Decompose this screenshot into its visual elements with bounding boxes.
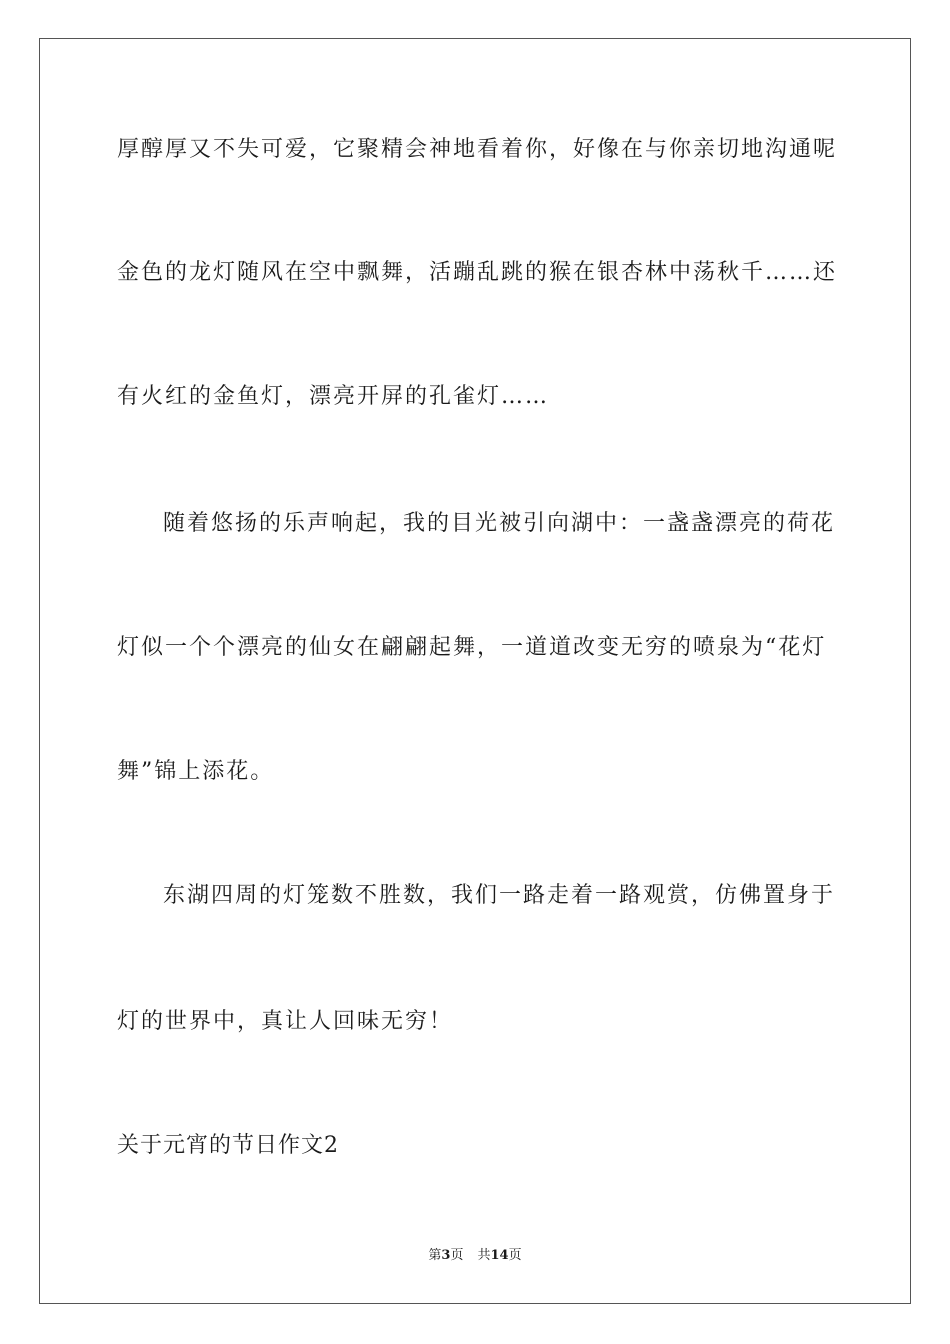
body-text-line: 金色的龙灯随风在空中飘舞，活蹦乱跳的猴在银杏林中荡秋千……还 xyxy=(117,260,837,285)
total-suffix: 页 xyxy=(508,1248,522,1263)
body-text-line: 随着悠扬的乐声响起，我的目光被引向湖中：一盏盏漂亮的荷花 xyxy=(163,511,836,536)
body-text-line: 灯似一个个漂亮的仙女在翩翩起舞，一道道改变无穷的喷泉为“花灯 xyxy=(117,635,827,660)
body-text-line: 厚醇厚又不失可爱，它聚精会神地看着你，好像在与你亲切地沟通呢 xyxy=(117,137,837,162)
page-suffix: 页 xyxy=(450,1248,464,1263)
total-prefix: 共 xyxy=(477,1248,491,1263)
section-heading: 关于元宵的节日作文2 xyxy=(117,1133,339,1158)
page-number: 3 xyxy=(441,1248,451,1263)
page-footer xyxy=(0,1247,950,1265)
body-text-line: 东湖四周的灯笼数不胜数，我们一路走着一路观赏，仿佛置身于 xyxy=(163,883,836,908)
body-text-line: 灯的世界中，真让人回味无穷！ xyxy=(117,1009,454,1034)
page-prefix: 第 xyxy=(428,1248,442,1263)
total-pages: 14 xyxy=(490,1248,509,1263)
page-border xyxy=(39,38,911,1304)
body-text-line: 有火红的金鱼灯，漂亮开屏的孔雀灯…… xyxy=(117,384,550,409)
body-text-line: 舞”锦上添花。 xyxy=(117,759,275,784)
